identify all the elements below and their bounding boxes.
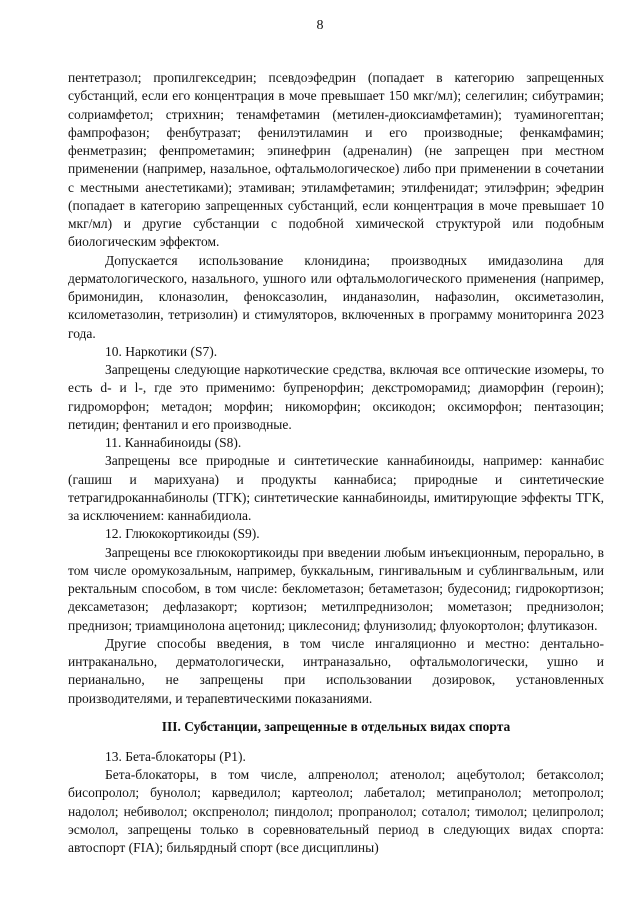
section-beta-blockers-title: 13. Бета-блокаторы (P1). — [105, 748, 246, 764]
document-body — [68, 69, 604, 857]
section-narcotics-title: 10. Наркотики (S7). — [105, 343, 218, 359]
section-glucocorticoids-title: 12. Глюкокортикоиды (S9). — [105, 526, 260, 542]
paragraph-glucocorticoids: Запрещены все глюкокортикоиды при введении любым инъекционным, перорально, в том числе оромукозальным, например, буккальным, гингивальным и сублингвальным, или ректальным способом, в том числе: беклометазон; бетаметазон; будесонид; гидрокортизон; дексаметазон; дефлазакорт; кортизон; метилпреднизолон; мометазон; преднизолон; преднизон; триамцинолона ацетонид; циклесонид; флунизолид; флуокортолон; флутиказон. — [68, 544, 604, 633]
paragraph-other-routes: Другие способы введения, в том числе ингаляционно и местно: дентально-интраканально, дерматологически, интраназально, офтальмологически, ушно и перианально, не запрещены при использовании дозировок, установленных производителями, и терапевтическими показаниями. — [68, 635, 604, 706]
paragraph-permitted-imidazoline: Допускается использование клонидина; производных имидазолина для дерматологического, назального, ушного или офтальмологического применения (например, бримонидин, клоназолин, феноксазолин, инданазолин, нафазолин, оксиметазолин, ксилометазолин, тетризолин) и стимуляторов, включенных в программу мониторинга 2023 года. — [68, 252, 604, 341]
paragraph-narcotics: Запрещены следующие наркотические средства, включая все оптические изомеры, то есть d- и l-, где это применимо: бупренорфин; декстроморамид; диаморфин (героин); гидроморфон; метадон; морфин; никоморфин; оксикодон; оксиморфон; пентазоцин; петидин; фентанил и его производные. — [68, 362, 604, 432]
page-number: 8 — [316, 18, 324, 33]
paragraph-cannabinoids: Запрещены все природные и синтетические каннабиноиды, например: каннабис (гашиш и марихуана) и продукты каннабиса; природные и синтетические тетрагидроканнабинолы (ТГК); синтетические каннабиноиды, имитирующие эффекты ТГК, за исключением: каннабидиола. — [68, 453, 604, 523]
section-heading-iii: III. Субстанции, запрещенные в отдельных видах спорта — [161, 718, 511, 734]
paragraph-stimulants-continued: пентетразол; пропилгекседрин; псевдоэфедрин (попадает в категорию запрещенных субстанций, если его концентрация в моче превышает 150 мкг/мл); селегилин; сибутрамин; солриамфетол; стрихнин; тенамфетамин (метилен-диоксиамфетамин); туаминогептан; фампрофазон; фенбутразат; фенилэтиламин и его производные; фенкамфамин; фенметразин; фенпрометамин; эпинефрин (адреналин) (не запрещен при местном применении (например, назальное, офтальмологическое) либо при применении в сочетании с местными анестетиками); этамиван; этиламфетамин; этилфенидат; этилэфрин; эфедрин (попадает в категорию запрещенных субстанций, если концентрация в моче превышает 10 мкг/мл) и другие субстанции с подобной химической структурой или подобным биологическим эффектом. — [68, 70, 604, 250]
section-cannabinoids-title: 11. Каннабиноиды (S8). — [105, 435, 242, 450]
paragraph-beta-blockers: Бета-блокаторы, в том числе, алпренолол; атенолол; ацебутолол; бетаксолол; бисопролол; бунолол; карведилол; картеолол; лабеталол; метипранолол; метопролол; надолол; небиволол; окспренолол; пиндолол; пропранолол; соталол; тимолол; целипролол; эсмолол, запрещены только в соревновательный период в следующих видах спорта: автоспорт (FIA); бильярдный спорт (все дисциплины) — [68, 767, 604, 855]
